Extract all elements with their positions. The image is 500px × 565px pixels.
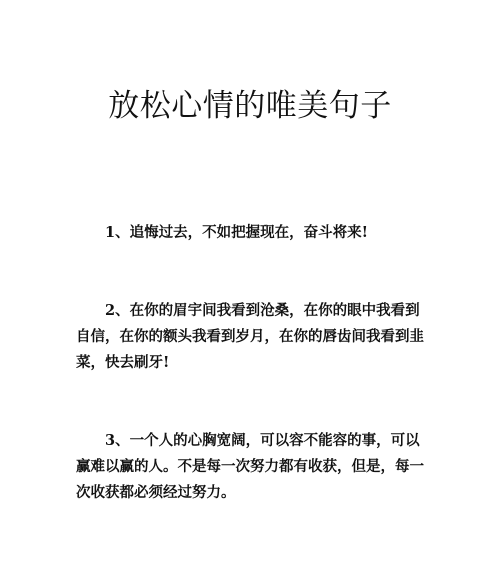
paragraph-2: 2、在你的眉宇间我看到沧桑，在你的眼中我看到自信，在你的额头我看到岁月，在你的唇齿间我看到韭菜，快去刷牙! bbox=[76, 302, 424, 371]
paragraph-3: 3、一个人的心胸宽阔，可以容不能容的事，可以赢难以赢的人。不是每一次努力都有收获，但是，每一次收获都必须经过努力。 bbox=[76, 432, 424, 501]
document-title: 放松心情的唯美句子 bbox=[108, 88, 392, 124]
paragraph-1: 1、追悔过去，不如把握现在，奋斗将来! bbox=[105, 224, 368, 241]
